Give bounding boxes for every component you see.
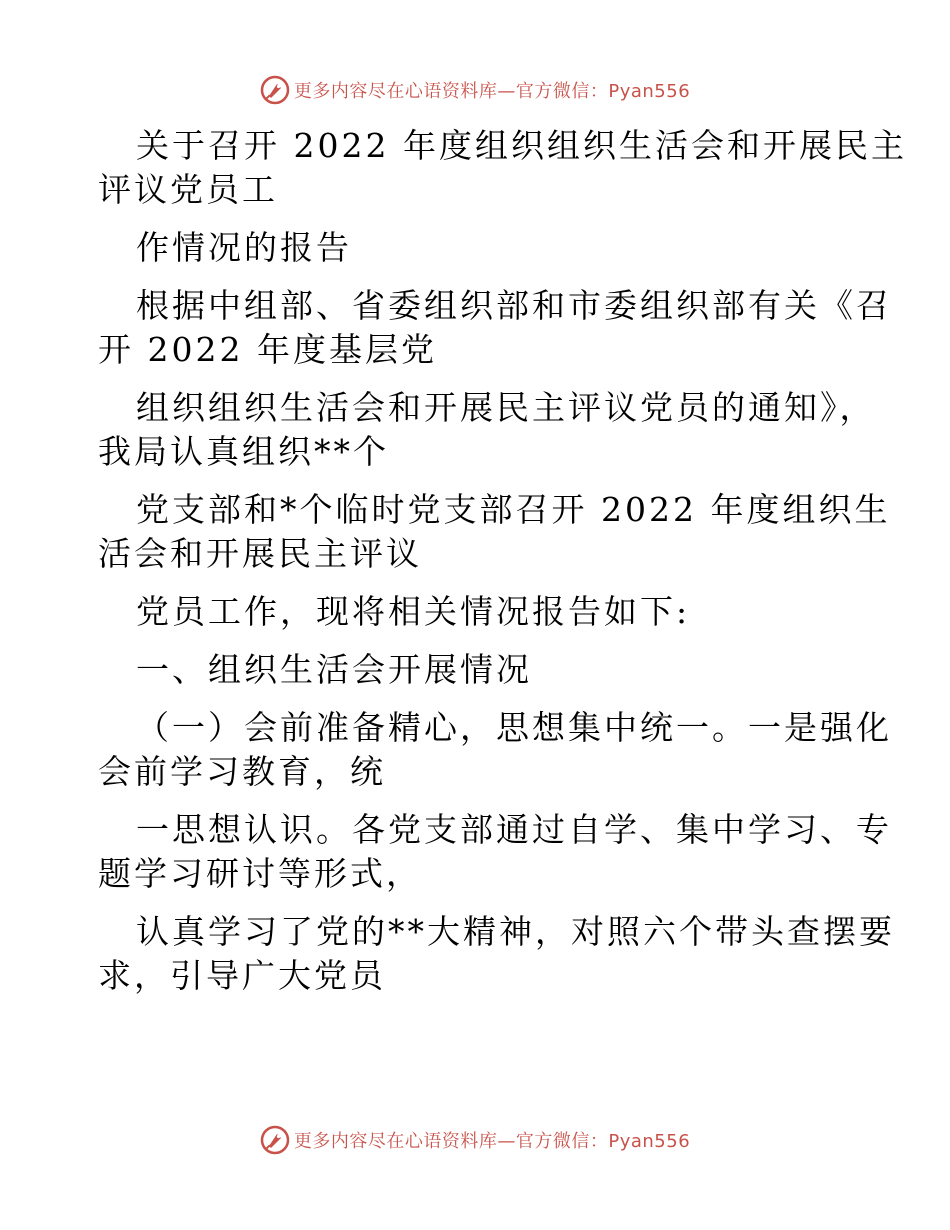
paragraph-line: 我局认真组织**个	[98, 432, 389, 471]
title-line-2: 评议党员工	[98, 170, 278, 209]
title-line-1: 关于召开 2022 年度组织组织生活会和开展民主	[136, 126, 907, 165]
section-heading: 一、组织生活会开展情况	[136, 650, 532, 689]
paragraph-line: 活会和开展民主评议	[98, 534, 422, 573]
title-line-3: 作情况的报告	[136, 228, 352, 267]
pen-nib-logo-icon	[260, 75, 290, 105]
header-banner-text: 更多内容尽在心语资料库—官方微信：Pyan556	[293, 81, 691, 102]
paragraph-line: 党员工作，现将相关情况报告如下:	[136, 592, 691, 631]
paragraph-line: 会前学习教育，统	[98, 752, 386, 791]
document-body	[98, 124, 907, 998]
paragraph-line: （一）会前准备精心，思想集中统一。一是强化	[136, 708, 892, 747]
paragraph-line: 组织组织生活会和开展民主评议党员的通知》，	[136, 388, 876, 427]
header-banner	[0, 70, 950, 110]
paragraph-line: 开 2022 年度基层党	[98, 330, 437, 369]
footer-banner	[0, 1120, 950, 1160]
paragraph-line: 求，引导广大党员	[98, 956, 386, 995]
paragraph-line: 党支部和*个临时党支部召开 2022 年度组织生	[136, 490, 891, 529]
paragraph-line: 一思想认识。各党支部通过自学、集中学习、专	[136, 810, 892, 849]
paragraph-line: 题学习研讨等形式，	[98, 854, 422, 893]
pen-nib-logo-icon	[260, 1125, 290, 1155]
paragraph-line: 认真学习了党的**大精神，对照六个带头查摆要	[136, 912, 895, 951]
paragraph-line: 根据中组部、省委组织部和市委组织部有关《召	[136, 286, 892, 325]
footer-banner-text: 更多内容尽在心语资料库—官方微信：Pyan556	[293, 1131, 691, 1152]
